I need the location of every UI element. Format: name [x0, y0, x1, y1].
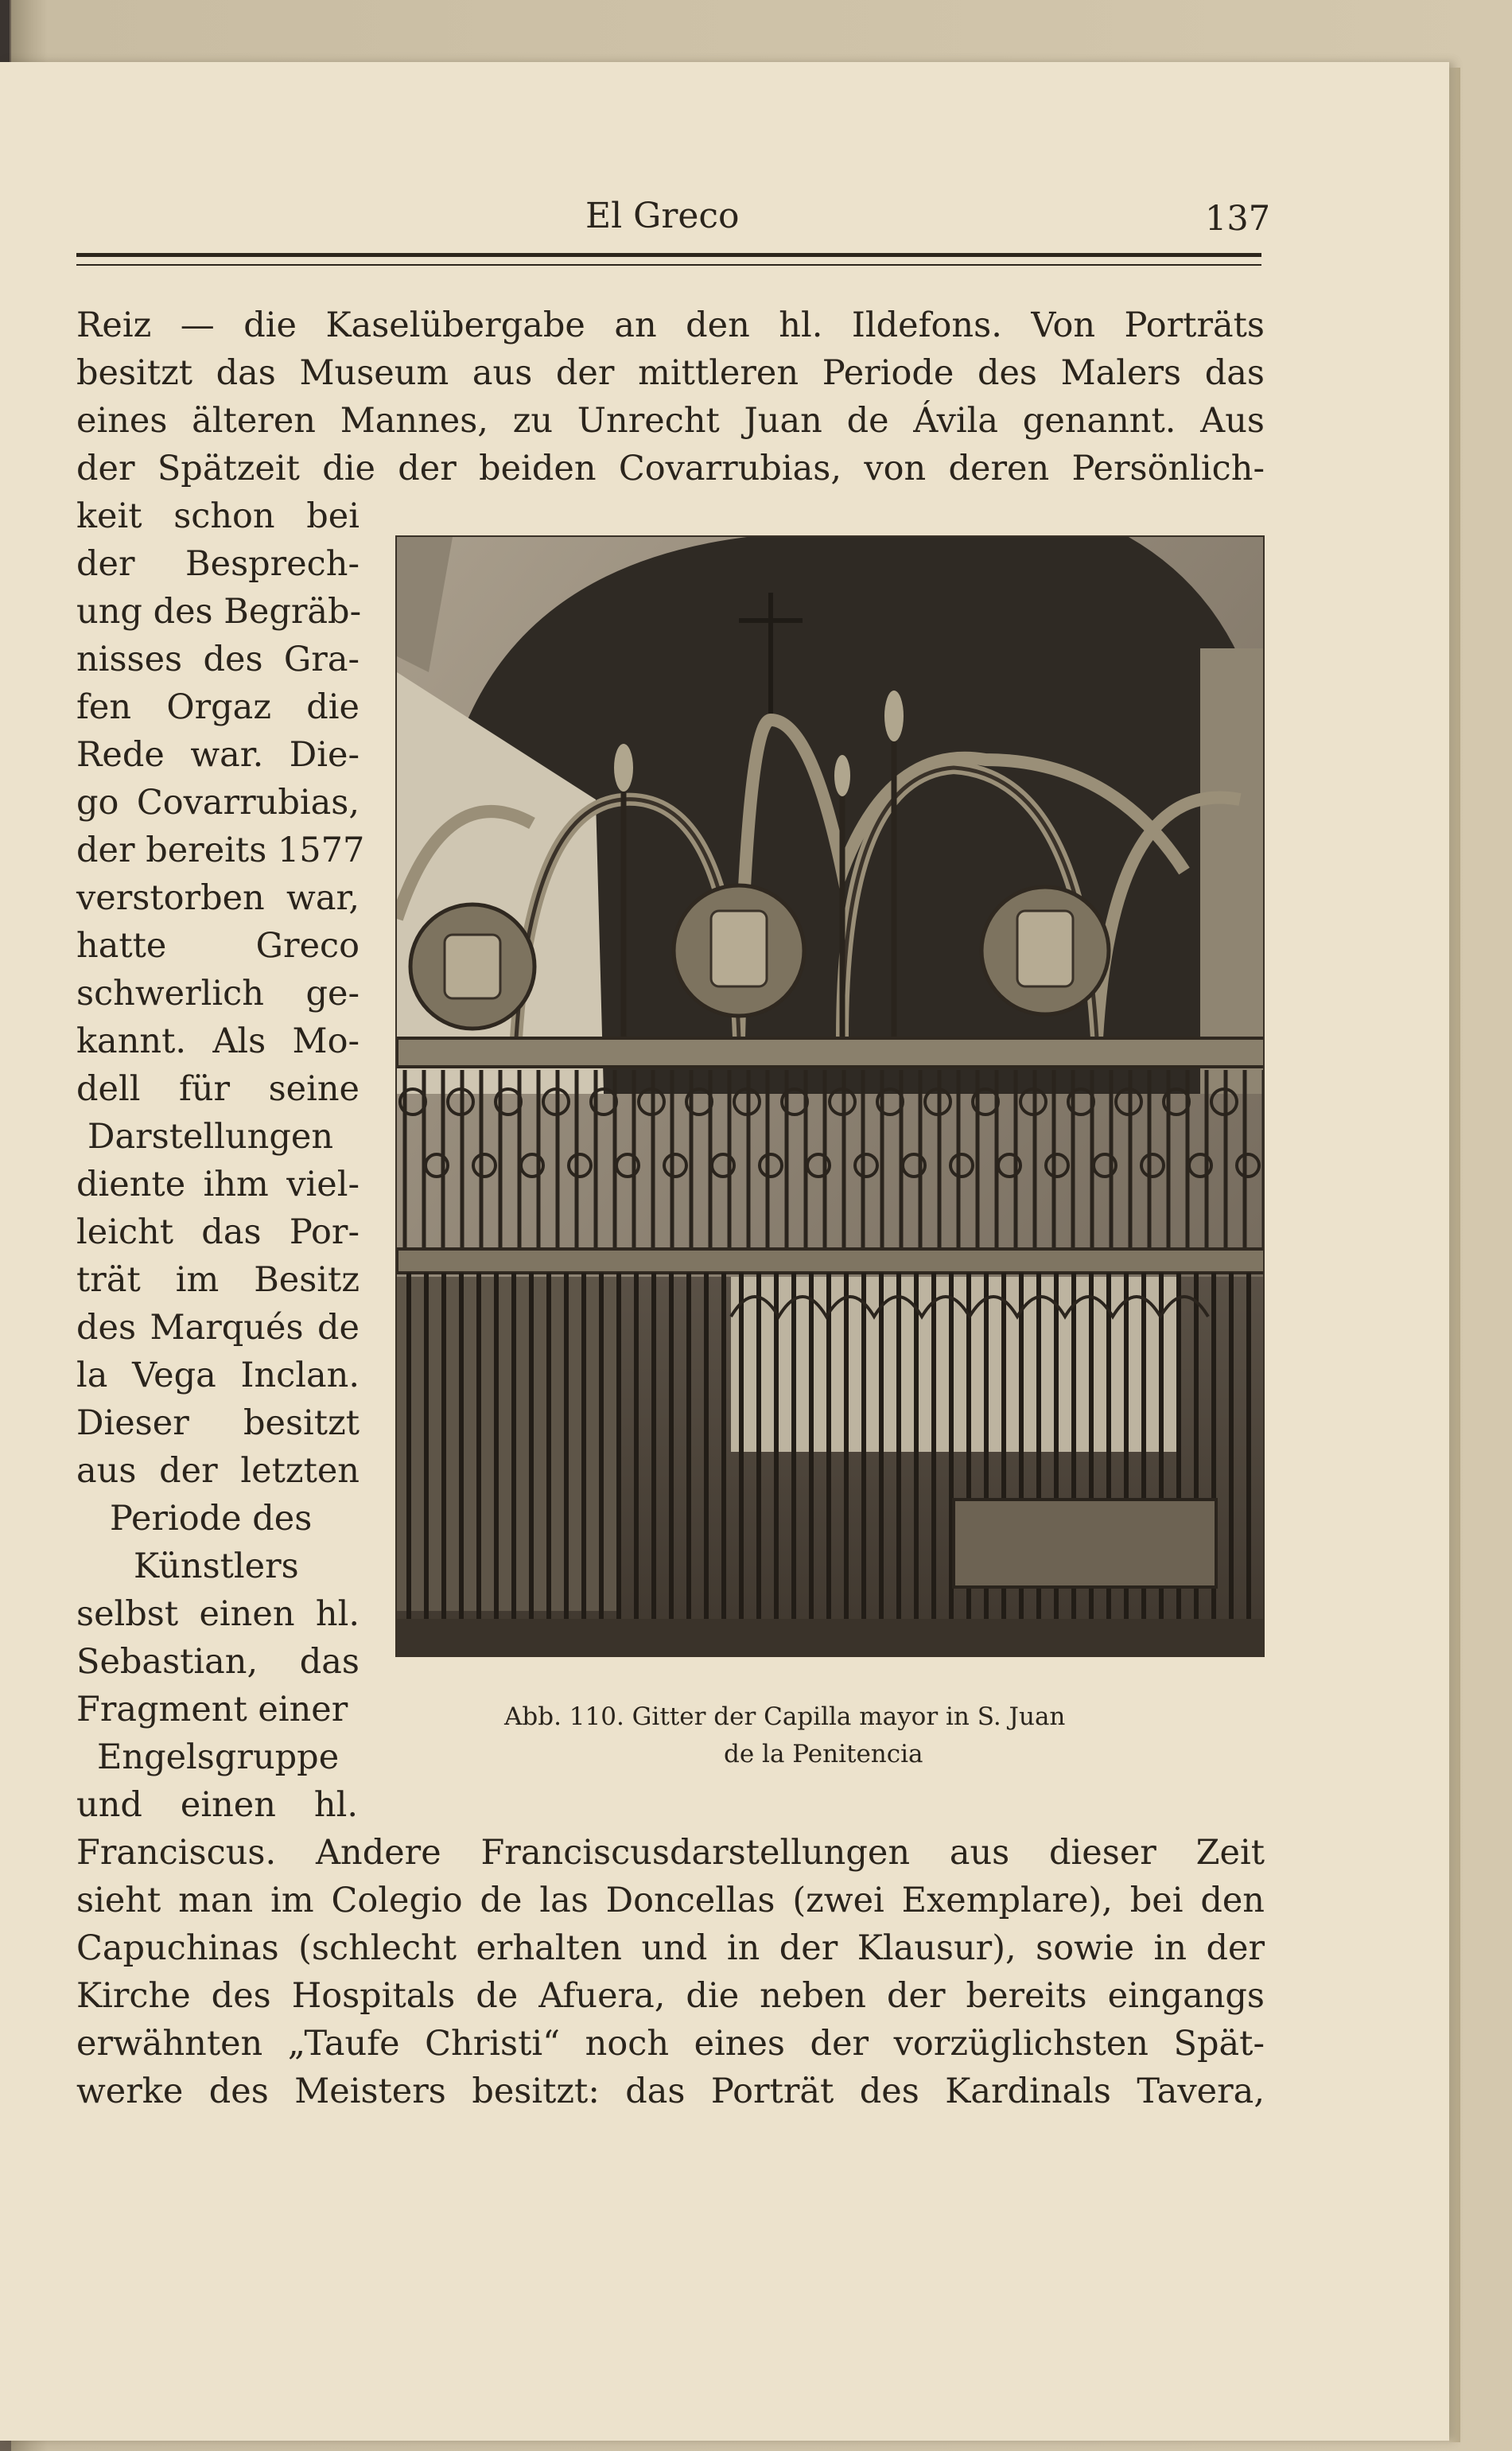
text-line: Dieser besitzt	[76, 1403, 360, 1443]
scanner-corner	[0, 0, 10, 67]
text-line: der bereits 1577	[76, 831, 365, 870]
text-line: schwerlich ge-	[76, 974, 360, 1013]
header-rule-thick	[76, 253, 1261, 257]
text-line: diente ihm viel-	[76, 1165, 360, 1204]
text-line: la Vega Inclan.	[76, 1356, 360, 1395]
text-line: leicht das Por-	[76, 1212, 360, 1252]
text-line: kannt. Als Mo-	[76, 1021, 360, 1061]
text-line: eines älteren Mannes, zu Unrecht Juan de Ávila genannt. Aus	[76, 401, 1265, 441]
text-line: sieht man im Colegio de las Doncellas (zwei Exemplare), bei den	[76, 1881, 1265, 1920]
text-line: erwähnten „Taufe Christi“ noch eines der vorzüglichsten Spät-	[76, 2024, 1265, 2064]
text-line: Darstellungen	[87, 1117, 334, 1157]
running-header-title: El Greco	[585, 196, 740, 236]
text-line: fen Orgaz die	[76, 687, 360, 727]
text-line: werke des Meisters besitzt: das Porträt des Kardinals Tavera,	[76, 2072, 1265, 2111]
figure-caption-line: Abb. 110. Gitter der Capilla mayor in S. Juan	[504, 1702, 1066, 1731]
page-number: 137	[1205, 199, 1271, 239]
text-line: besitzt das Museum aus der mittleren Periode des Malers das	[76, 353, 1265, 393]
text-line: des Marqués de	[76, 1308, 360, 1348]
text-line: nisses des Gra-	[76, 640, 360, 679]
text-line: verstorben war,	[76, 878, 360, 918]
text-line: selbst einen hl.	[76, 1594, 360, 1634]
text-line: hatte Greco	[76, 926, 360, 966]
text-line: Engelsgruppe	[97, 1737, 340, 1777]
text-line: und einen hl.	[76, 1785, 358, 1825]
figure-caption-line: de la Penitencia	[724, 1740, 923, 1768]
text-line: keit schon bei	[76, 496, 360, 536]
text-line: der Besprech-	[76, 544, 360, 584]
text-line: Fragment einer	[76, 1690, 348, 1729]
figure-photo-iron-grille	[395, 535, 1265, 1657]
text-line: go Covarrubias,	[76, 783, 360, 823]
text-line: Reiz — die Kaselübergabe an den hl. Ildefons. Von Porträts	[76, 305, 1265, 345]
text-line: Periode des	[110, 1499, 313, 1539]
text-line: Künstlers	[134, 1546, 299, 1586]
text-line: Rede war. Die-	[76, 735, 360, 775]
text-line: trät im Besitz	[76, 1260, 360, 1300]
text-line: Kirche des Hospitals de Afuera, die neben der bereits eingangs	[76, 1976, 1265, 2016]
text-line: ung des Begräb-	[76, 592, 362, 632]
page-edge	[1449, 68, 1460, 2442]
text-line: Sebastian, das	[76, 1642, 360, 1682]
text-line: der Spätzeit die der beiden Covarrubias, von deren Persönlich-	[76, 449, 1265, 488]
text-line: Capuchinas (schlecht erhalten und in der Klausur), sowie in der	[76, 1928, 1265, 1968]
text-line: aus der letzten	[76, 1451, 360, 1491]
text-line: Franciscus. Andere Franciscusdarstellungen aus dieser Zeit	[76, 1833, 1265, 1873]
text-line: dell für seine	[76, 1069, 360, 1109]
header-rule-thin	[76, 264, 1261, 266]
